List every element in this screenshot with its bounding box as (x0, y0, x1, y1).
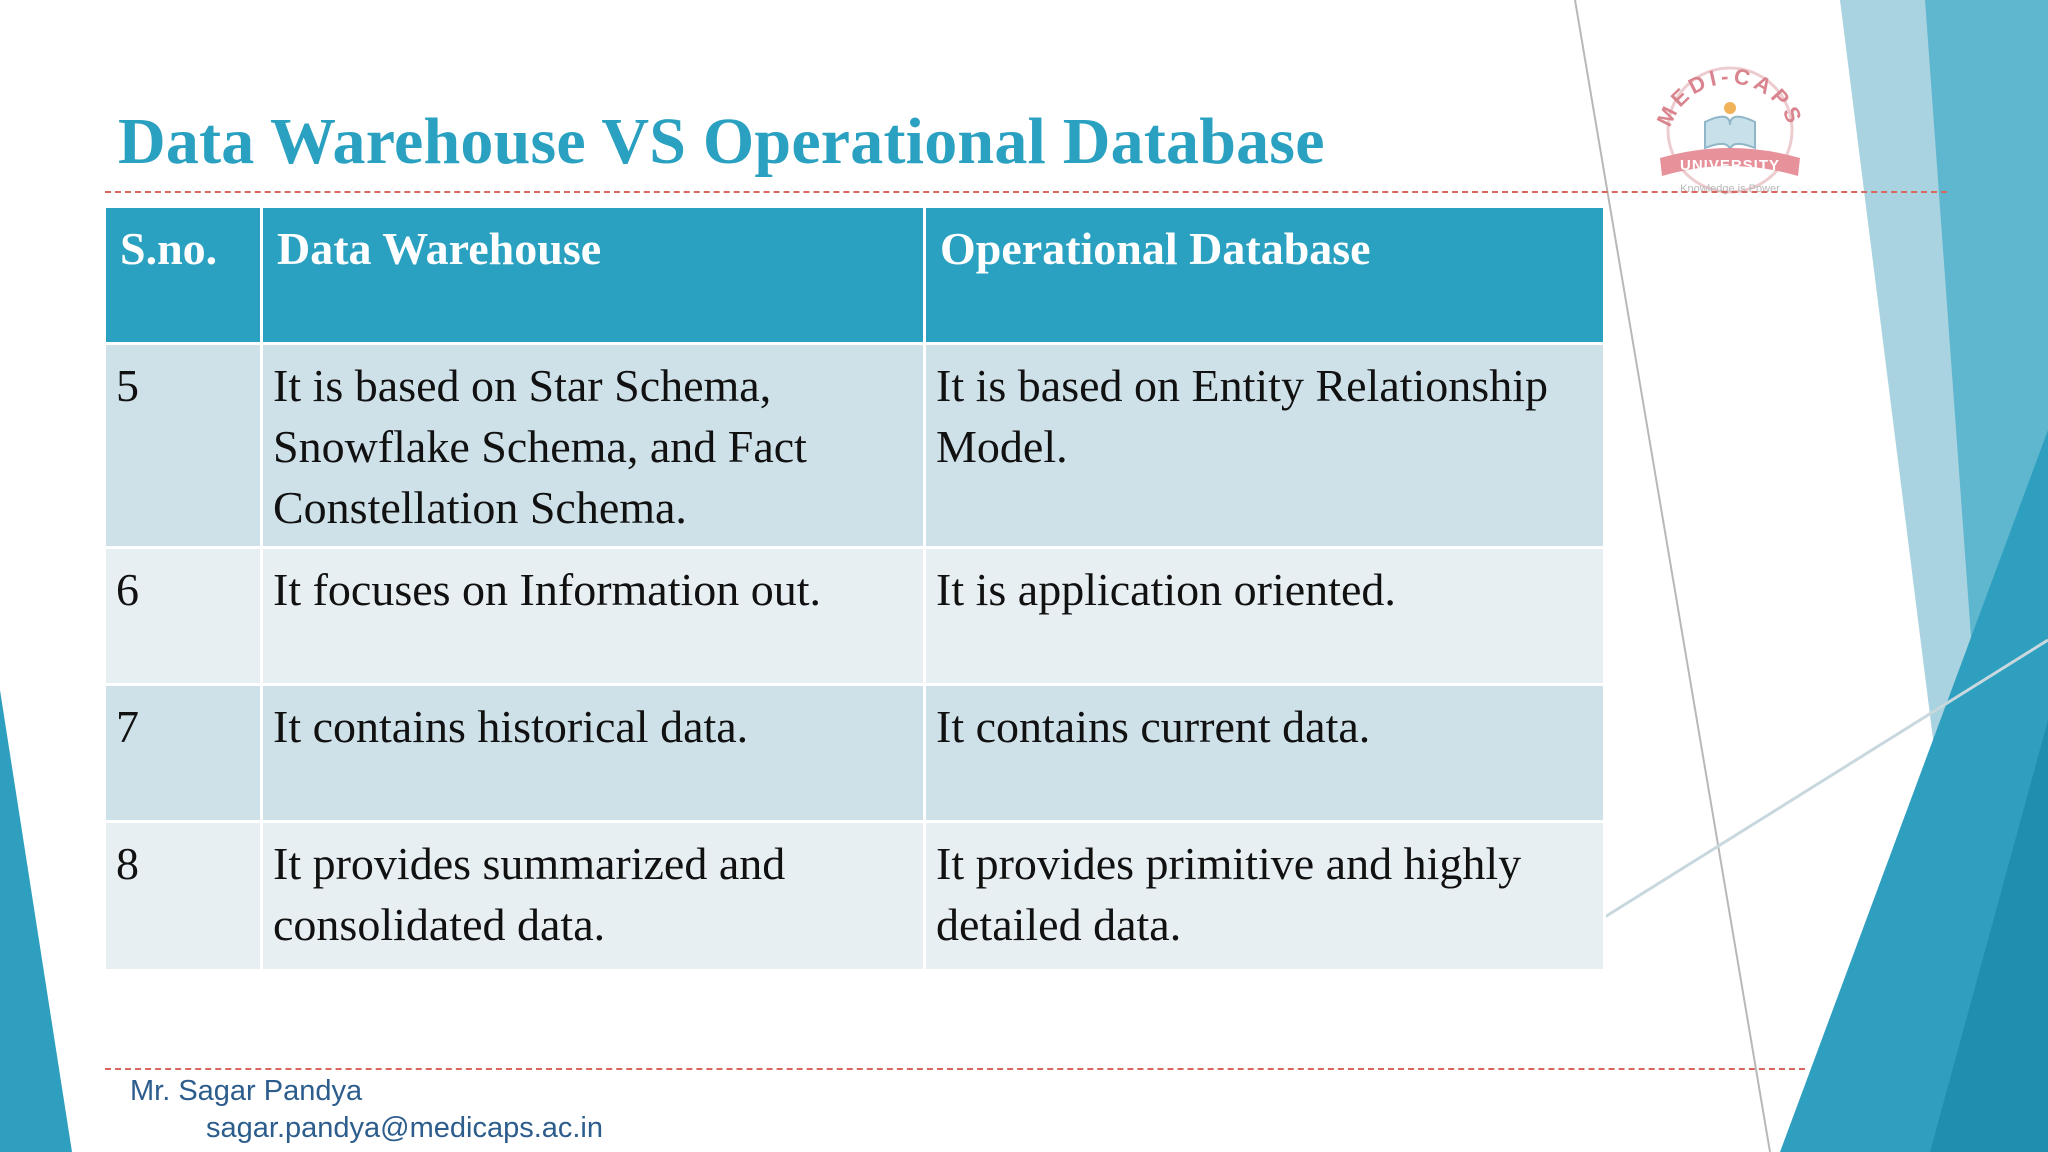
logo-tagline-text: Knowledge is Power (1680, 183, 1780, 195)
table-header-row (105, 207, 1605, 344)
slide-title: Data Warehouse VS Operational Database (118, 105, 1325, 178)
table-row (105, 822, 1605, 971)
logo-name-text: MEDI-CAPS (1651, 63, 1809, 131)
comparison-table (103, 205, 1606, 972)
cell-data-warehouse: It contains historical data. (262, 685, 925, 822)
footer-divider (105, 1068, 1805, 1070)
left-decor-panel (0, 690, 72, 1152)
title-divider (105, 191, 1947, 193)
table-row (105, 344, 1605, 548)
logo-banner-text: UNIVERSITY (1679, 157, 1781, 174)
cell-operational-database: It is application oriented. (925, 548, 1605, 685)
cell-data-warehouse: It is based on Star Schema, Snowflake Schema, and Fact Constellation Schema. (262, 344, 925, 548)
footer-author: Mr. Sagar Pandya (130, 1075, 363, 1107)
cell-serial-number: 8 (105, 822, 262, 971)
cell-serial-number: 5 (105, 344, 262, 548)
header-serial-number: S.no. (105, 207, 262, 344)
cell-operational-database: It is based on Entity Relationship Model. (925, 344, 1605, 548)
cell-data-warehouse: It focuses on Information out. (262, 548, 925, 685)
footer-email: sagar.pandya@medicaps.ac.in (206, 1112, 604, 1144)
cell-serial-number: 6 (105, 548, 262, 685)
header-operational-database: Operational Database (925, 207, 1605, 344)
university-logo (1620, 30, 1840, 195)
header-data-warehouse: Data Warehouse (262, 207, 925, 344)
cell-operational-database: It provides primitive and highly detailed data. (925, 822, 1605, 971)
cell-operational-database: It contains current data. (925, 685, 1605, 822)
table-row (105, 548, 1605, 685)
table-row (105, 685, 1605, 822)
cell-data-warehouse: It provides summarized and consolidated data. (262, 822, 925, 971)
cell-serial-number: 7 (105, 685, 262, 822)
